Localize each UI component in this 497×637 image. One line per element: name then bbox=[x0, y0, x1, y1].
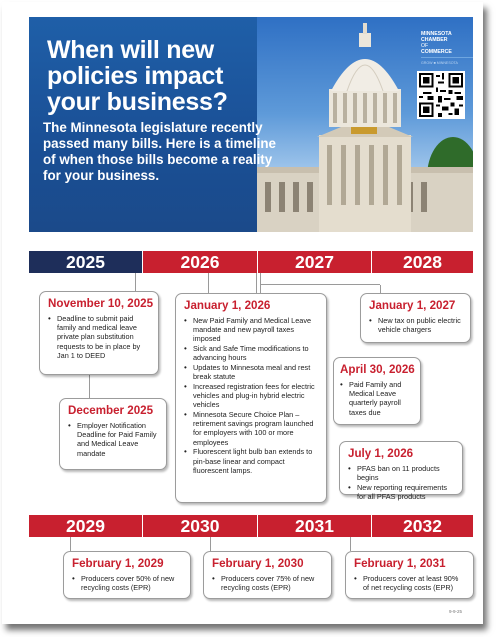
event-card-feb-2029 bbox=[63, 551, 191, 599]
chamber-logo bbox=[421, 31, 473, 66]
connector-line bbox=[380, 285, 381, 293]
event-item: • Employer Notification Deadline for Paid Family and Medical Leave mandate bbox=[68, 421, 159, 458]
year-2028: 2028 bbox=[372, 251, 473, 273]
connector-line bbox=[208, 273, 209, 293]
qr-code-icon[interactable] bbox=[417, 71, 465, 119]
event-date: February 1, 2030 bbox=[212, 557, 304, 570]
event-card-dec-2025 bbox=[59, 398, 167, 470]
event-item: • New reporting requirements for all PFAS products bbox=[348, 483, 455, 501]
connector-line bbox=[94, 273, 136, 274]
year-2026: 2026 bbox=[143, 251, 258, 273]
event-list bbox=[369, 316, 463, 334]
event-list bbox=[72, 574, 183, 592]
year-2025: 2025 bbox=[29, 251, 143, 273]
event-date: January 1, 2027 bbox=[369, 299, 456, 312]
event-list bbox=[348, 464, 455, 501]
connector-line bbox=[210, 537, 211, 551]
event-date: February 1, 2029 bbox=[72, 557, 164, 570]
event-item: • New tax on public electric vehicle chargers bbox=[369, 316, 463, 334]
event-date: November 10, 2025 bbox=[48, 297, 154, 310]
event-item: • Minnesota Secure Choice Plan – retirement savings program launched for employers with 100 or more employees bbox=[184, 410, 319, 447]
event-item: • Paid Family and Medical Leave quarterly payroll taxes due bbox=[340, 380, 415, 417]
timeline-bottom-bar bbox=[29, 515, 473, 537]
event-item: • Deadline to submit paid family and medical leave private plan substitution requests to be in place by Jan 1 to DEED bbox=[48, 314, 151, 360]
event-card-jul-2026 bbox=[339, 441, 463, 502]
year-2031: 2031 bbox=[258, 515, 372, 537]
logo-line: MINNESOTA bbox=[421, 31, 452, 37]
logo-divider bbox=[421, 57, 473, 58]
hero-banner bbox=[29, 17, 473, 232]
connector-line bbox=[70, 537, 71, 551]
event-card-nov-2025 bbox=[39, 291, 159, 375]
event-card-apr-2026 bbox=[333, 357, 421, 425]
event-item: • Updates to Minnesota meal and rest break statute bbox=[184, 363, 319, 381]
event-list bbox=[184, 316, 319, 475]
event-item: • Increased registration fees for electric vehicles and plug-in hybrid electric vehicles bbox=[184, 382, 319, 410]
event-date: April 30, 2026 bbox=[340, 363, 415, 376]
logo-tagline: GROW ■ MINNESOTA bbox=[421, 61, 458, 65]
event-card-feb-2030 bbox=[203, 551, 332, 599]
connector-line bbox=[350, 537, 351, 551]
event-date: February 1, 2031 bbox=[354, 557, 446, 570]
event-date: January 1, 2026 bbox=[184, 299, 271, 312]
event-list bbox=[212, 574, 324, 592]
event-item: • Sick and Safe Time modifications to advancing hours bbox=[184, 344, 319, 362]
event-card-feb-2031 bbox=[345, 551, 474, 599]
logo-line: COMMERCE bbox=[421, 49, 452, 55]
event-item: • Producers cover at least 90% of net recycling costs (EPR) bbox=[354, 574, 466, 592]
year-2027: 2027 bbox=[258, 251, 372, 273]
timeline-top-bar bbox=[29, 251, 473, 273]
connector-line bbox=[135, 273, 136, 291]
logo-line: CHAMBER bbox=[421, 37, 448, 43]
connector-line bbox=[89, 374, 90, 398]
event-list bbox=[68, 421, 159, 458]
year-2032: 2032 bbox=[372, 515, 473, 537]
infographic-page bbox=[2, 2, 483, 624]
hero-subtitle: The Minnesota legislature recently passed many bills. Here is a timeline of when those bills become a reality for your business. bbox=[43, 120, 276, 183]
event-item: • Fluorescent light bulb ban extends to pin-base linear and compact fluorescent lamps. bbox=[184, 447, 319, 475]
connector-line bbox=[260, 273, 380, 285]
event-item: • Producers cover 50% of new recycling costs (EPR) bbox=[72, 574, 183, 592]
event-card-jan-2027 bbox=[360, 293, 471, 343]
hero-title: When will new policies impact your business? bbox=[47, 36, 228, 116]
event-item: • PFAS ban on 11 products begins bbox=[348, 464, 455, 482]
event-date: December 2025 bbox=[68, 404, 154, 417]
footer-code: 9-9-25 bbox=[449, 609, 463, 614]
logo-line: OF bbox=[421, 43, 429, 49]
event-list bbox=[48, 314, 151, 360]
event-item: • Producers cover 75% of new recycling costs (EPR) bbox=[212, 574, 324, 592]
event-list bbox=[340, 380, 415, 417]
year-2029: 2029 bbox=[29, 515, 143, 537]
event-item: • New Paid Family and Medical Leave mandate and new payroll taxes imposed bbox=[184, 316, 319, 344]
year-2030: 2030 bbox=[143, 515, 258, 537]
event-list bbox=[354, 574, 466, 592]
event-card-jan-2026 bbox=[175, 293, 327, 503]
event-date: July 1, 2026 bbox=[348, 447, 414, 460]
